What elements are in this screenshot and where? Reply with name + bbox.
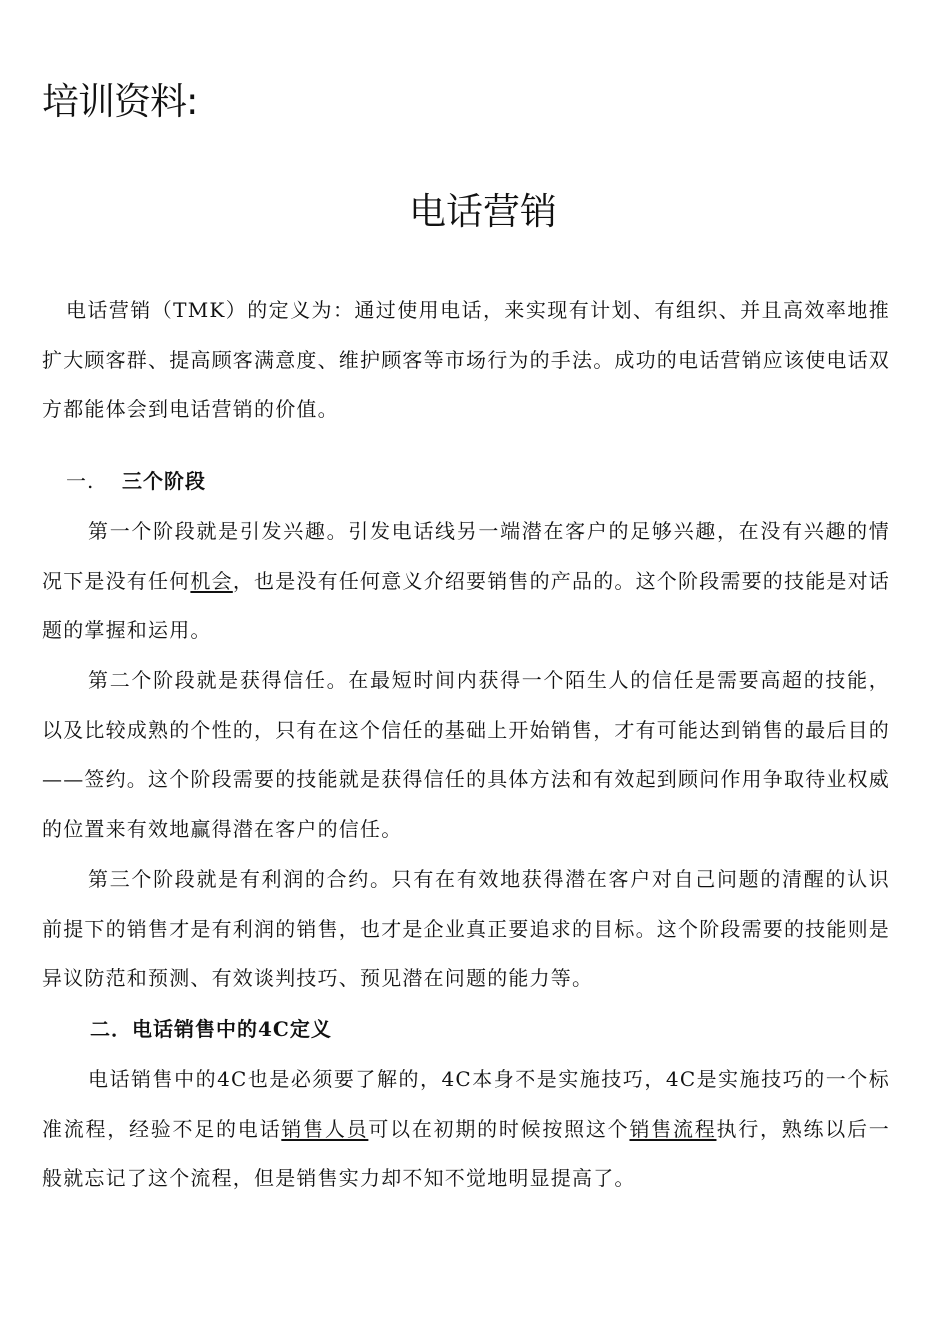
stage-three-paragraph: 第三个阶段就是有利润的合约。只有在有效地获得潜在客户对自己问题的清醒的认识前提下的销售才是有利润的销售，也才是企业真正要追求的目标。这个阶段需要的技能则是异议防范和预测、有效谈判技巧、预见潜在问题的能力等。	[42, 867, 890, 990]
intro-paragraph: 电话营销（TMK）的定义为：通过使用电话，来实现有计划、有组织、并且高效率地推扩大顾客群、提高顾客满意度、维护顾客等市场行为的手法。成功的电话营销应该使电话双方都能体会到电话营销的价值。	[42, 298, 890, 421]
stage-one-paragraph	[42, 507, 890, 656]
section-title: 三个阶段	[122, 469, 206, 493]
four-c-text-b: 可以在初期的时候按照这个	[368, 1116, 630, 1141]
document-label: 培训资料:	[42, 80, 198, 123]
section-number: 一.	[66, 469, 95, 493]
sales-process-link[interactable]: 销售流程	[629, 1116, 717, 1141]
section-heading-4c: 二．电话销售中的4C定义	[90, 1017, 332, 1041]
stage-one-text-a: 第一个阶段就是引发兴趣。引发电话线另一端潜在客户的足够兴趣，在没有兴趣的情况下是没有任何	[42, 519, 890, 593]
opportunity-link[interactable]: 机会	[190, 568, 233, 593]
four-c-text-c: 执行，熟练以后一般就忘记了这个流程，但是销售实力却不知不觉地明显提高了。	[42, 1116, 890, 1190]
four-c-text-a: 电话销售中的4C也是必须要了解的，4C本身不是实施技巧，4C是实施技巧的一个标准流程，经验不足的电话	[42, 1067, 890, 1141]
section-heading-stages	[66, 466, 206, 496]
sales-staff-link[interactable]: 销售人员	[281, 1116, 369, 1141]
stage-two-paragraph: 第二个阶段就是获得信任。在最短时间内获得一个陌生人的信任是需要高超的技能，以及比较成熟的个性的，只有在这个信任的基础上开始销售，才有可能达到销售的最后目的——签约。这个阶段需要的技能就是获得信任的具体方法和有效起到顾问作用争取待业权威的位置来有效地赢得潜在客户的信任。	[42, 668, 890, 841]
stage-one-text-b: ，也是没有任何意义介绍要销售的产品的。这个阶段需要的技能是对话题的掌握和运用。	[42, 568, 891, 642]
four-c-paragraph	[42, 1055, 890, 1204]
document-title: 电话营销	[409, 190, 557, 233]
